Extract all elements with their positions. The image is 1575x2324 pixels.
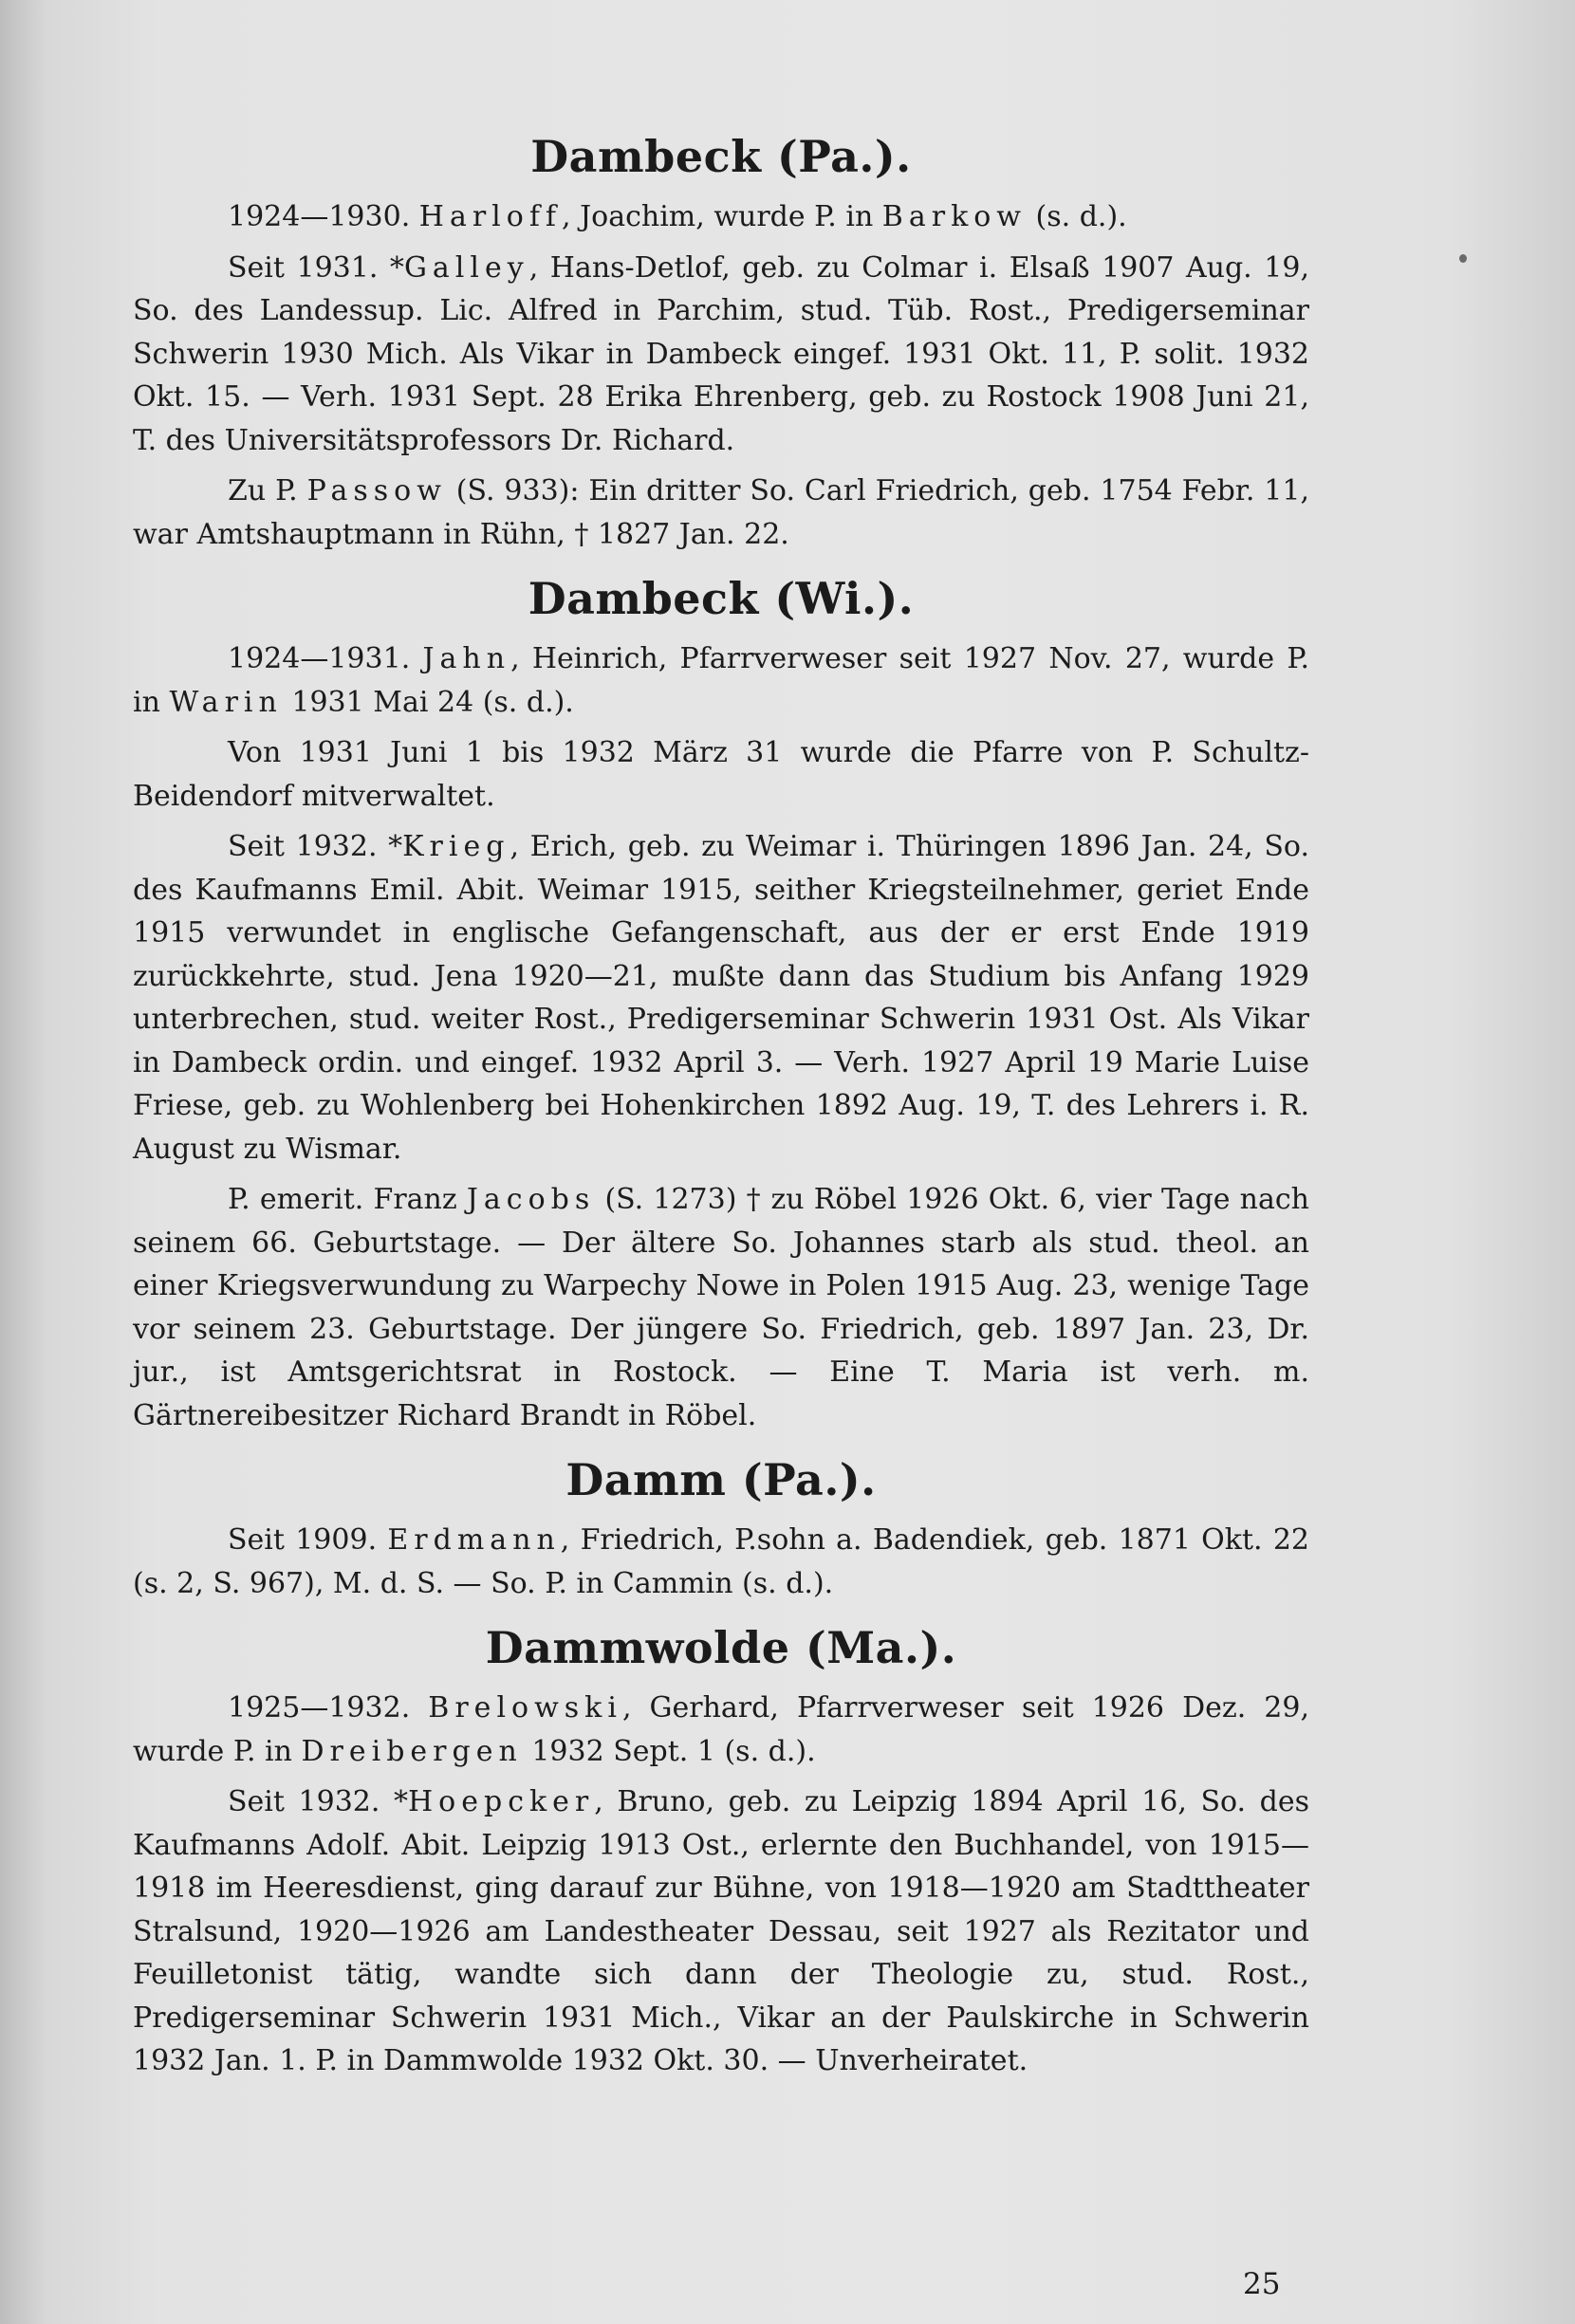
entry-paragraph xyxy=(133,731,1309,818)
spaced-name: Erdmann xyxy=(387,1523,561,1557)
section-heading: Dambeck (Wi.). xyxy=(528,573,915,624)
spaced-name: Harloff xyxy=(418,200,563,233)
text-run: (s. d.). xyxy=(1027,200,1127,233)
text-run: Von 1931 Juni 1 bis 1932 März 31 wurde die Pfarre von P. Schultz-Beidendorf mitverwaltet. xyxy=(133,736,1309,813)
text-run: 1931 Mai 24 (s. d.). xyxy=(282,685,574,719)
spaced-name: Warin xyxy=(169,685,283,719)
entry-paragraph xyxy=(133,247,1309,463)
text-run: 1924—1930. xyxy=(228,200,419,233)
entry-paragraph xyxy=(133,1519,1309,1605)
page-number: 25 xyxy=(1243,2267,1281,2301)
text-run: , Hans-Detlof, geb. zu Colmar i. Elsaß 1907 Aug. 19, So. des Landessup. Lic. Alfred in Parchim, stud. Tüb. Rost., Predigerseminar Schwerin 1930 Mich. Als Vikar in Dambeck eingef. 1931 Okt. 11, P. solit. 1932 Okt. 15. — Verh. 1931 Sept. 28 Erika Ehrenberg, geb. zu Rostock 1908 Juni 21, T. des Universitätsprofessors Dr. Richard. xyxy=(133,250,1309,457)
text-run: Zu P. xyxy=(228,474,307,507)
text-run: (S. 1273) † zu Röbel 1926 Okt. 6, vier Tage nach seinem 66. Geburtstage. — Der ältere So. Johannes starb als stud. theol. an einer Kriegsverwundung zu Warpechy Nowe in Polen 1915 Aug. 23, wenige Tage vor seinem 23. Geburtstage. Der jüngere So. Friedrich, geb. 1897 Jan. 23, Dr. jur., ist Amtsgerichtsrat in Rostock. — Eine T. Maria ist verh. m. Gärtnereibesitzer Richard Brandt in Röbel. xyxy=(133,1183,1309,1432)
spaced-name: Krieg xyxy=(402,830,510,863)
text-run: 1924—1931. xyxy=(228,642,423,675)
entry-paragraph xyxy=(133,1178,1309,1437)
spaced-name: Galley xyxy=(403,250,529,285)
spaced-name: Jacobs xyxy=(466,1183,596,1216)
text-run: 1932 Sept. 1 (s. d.). xyxy=(522,1734,816,1768)
text-run: Seit 1932. * xyxy=(228,830,403,863)
text-run: (S. 933): Ein dritter So. Carl Friedrich, geb. 1754 Febr. 11, war Amtshauptmann in Rühn, † 1827 Jan. 22. xyxy=(133,474,1309,551)
spaced-name: Brelowski xyxy=(428,1691,622,1725)
page-content xyxy=(133,114,1309,2091)
entry-paragraph xyxy=(133,470,1309,556)
spaced-name: Jahn xyxy=(422,642,511,675)
text-run: Seit 1931. * xyxy=(228,250,404,285)
text-run: 1925—1932. xyxy=(228,1691,429,1725)
entry-paragraph xyxy=(133,637,1309,724)
text-run: Seit 1909. xyxy=(228,1523,388,1557)
entry-paragraph xyxy=(133,195,1309,239)
spaced-name: Passow xyxy=(306,474,447,507)
spaced-name: Barkow xyxy=(881,200,1027,233)
text-run: , Erich, geb. zu Weimar i. Thüringen 1896 Jan. 24, So. des Kaufmanns Emil. Abit. Weimar 1915, seither Kriegsteilnehmer, geriet Ende 1915 verwundet in englische Gefangenschaft, aus der er erst Ende 1919 zurückkehrte, stud. Jena 1920—21, mußte dann das Studium bis Anfang 1929 unterbrechen, stud. weiter Rost., Predigerseminar Schwerin 1931 Ost. Als Vikar in Dambeck ordin. und eingef. 1932 April 3. — Verh. 1927 April 19 Marie Luise Friese, geb. zu Wohlenberg bei Hohenkirchen 1892 Aug. 19, T. des Lehrers i. R. August zu Wismar. xyxy=(133,830,1309,1166)
text-run: , Friedrich, P.sohn a. Badendiek, geb. 1871 Okt. 22 (s. 2, S. 967), M. d. S. — So. P. in Cammin (s. d.). xyxy=(133,1523,1309,1600)
section-heading: Dambeck (Pa.). xyxy=(530,131,912,182)
text-run: , Bruno, geb. zu Leipzig 1894 April 16, So. des Kaufmanns Adolf. Abit. Leipzig 1913 Ost., erlernte den Buchhandel, von 1915—1918 im Heeresdienst, ging darauf zur Bühne, von 1918—1920 am Stadttheater Stralsund, 1920—1926 am Landestheater Dessau, seit 1927 als Rezitator und Feuilletonist tätig, wandte sich dann der Theologie zu, stud. Rost., Predigerseminar Schwerin 1931 Mich., Vikar an der Paulskirche in Schwerin 1932 Jan. 1. P. in Dammwolde 1932 Okt. 30. — Unverheiratet. xyxy=(133,1785,1310,2077)
entry-paragraph xyxy=(133,1687,1309,1773)
section-heading: Dammwolde (Ma.). xyxy=(485,1622,957,1673)
spaced-name: Hoepcker xyxy=(408,1785,595,1818)
text-run: , Joachim, wurde P. in xyxy=(562,200,882,233)
text-run: , Gerhard, Pfarrverweser seit 1926 Dez. 29, wurde P. in xyxy=(133,1691,1309,1768)
text-run: Seit 1932. * xyxy=(228,1785,409,1818)
ink-speck xyxy=(1459,254,1467,263)
text-run: , Heinrich, Pfarrverweser seit 1927 Nov. 27, wurde P. in xyxy=(133,642,1309,719)
entry-paragraph xyxy=(133,825,1309,1171)
spaced-name: Dreibergen xyxy=(301,1734,523,1768)
section-heading: Damm (Pa.). xyxy=(565,1454,877,1505)
text-run: P. emerit. Franz xyxy=(228,1183,467,1216)
entry-paragraph xyxy=(133,1780,1309,2083)
